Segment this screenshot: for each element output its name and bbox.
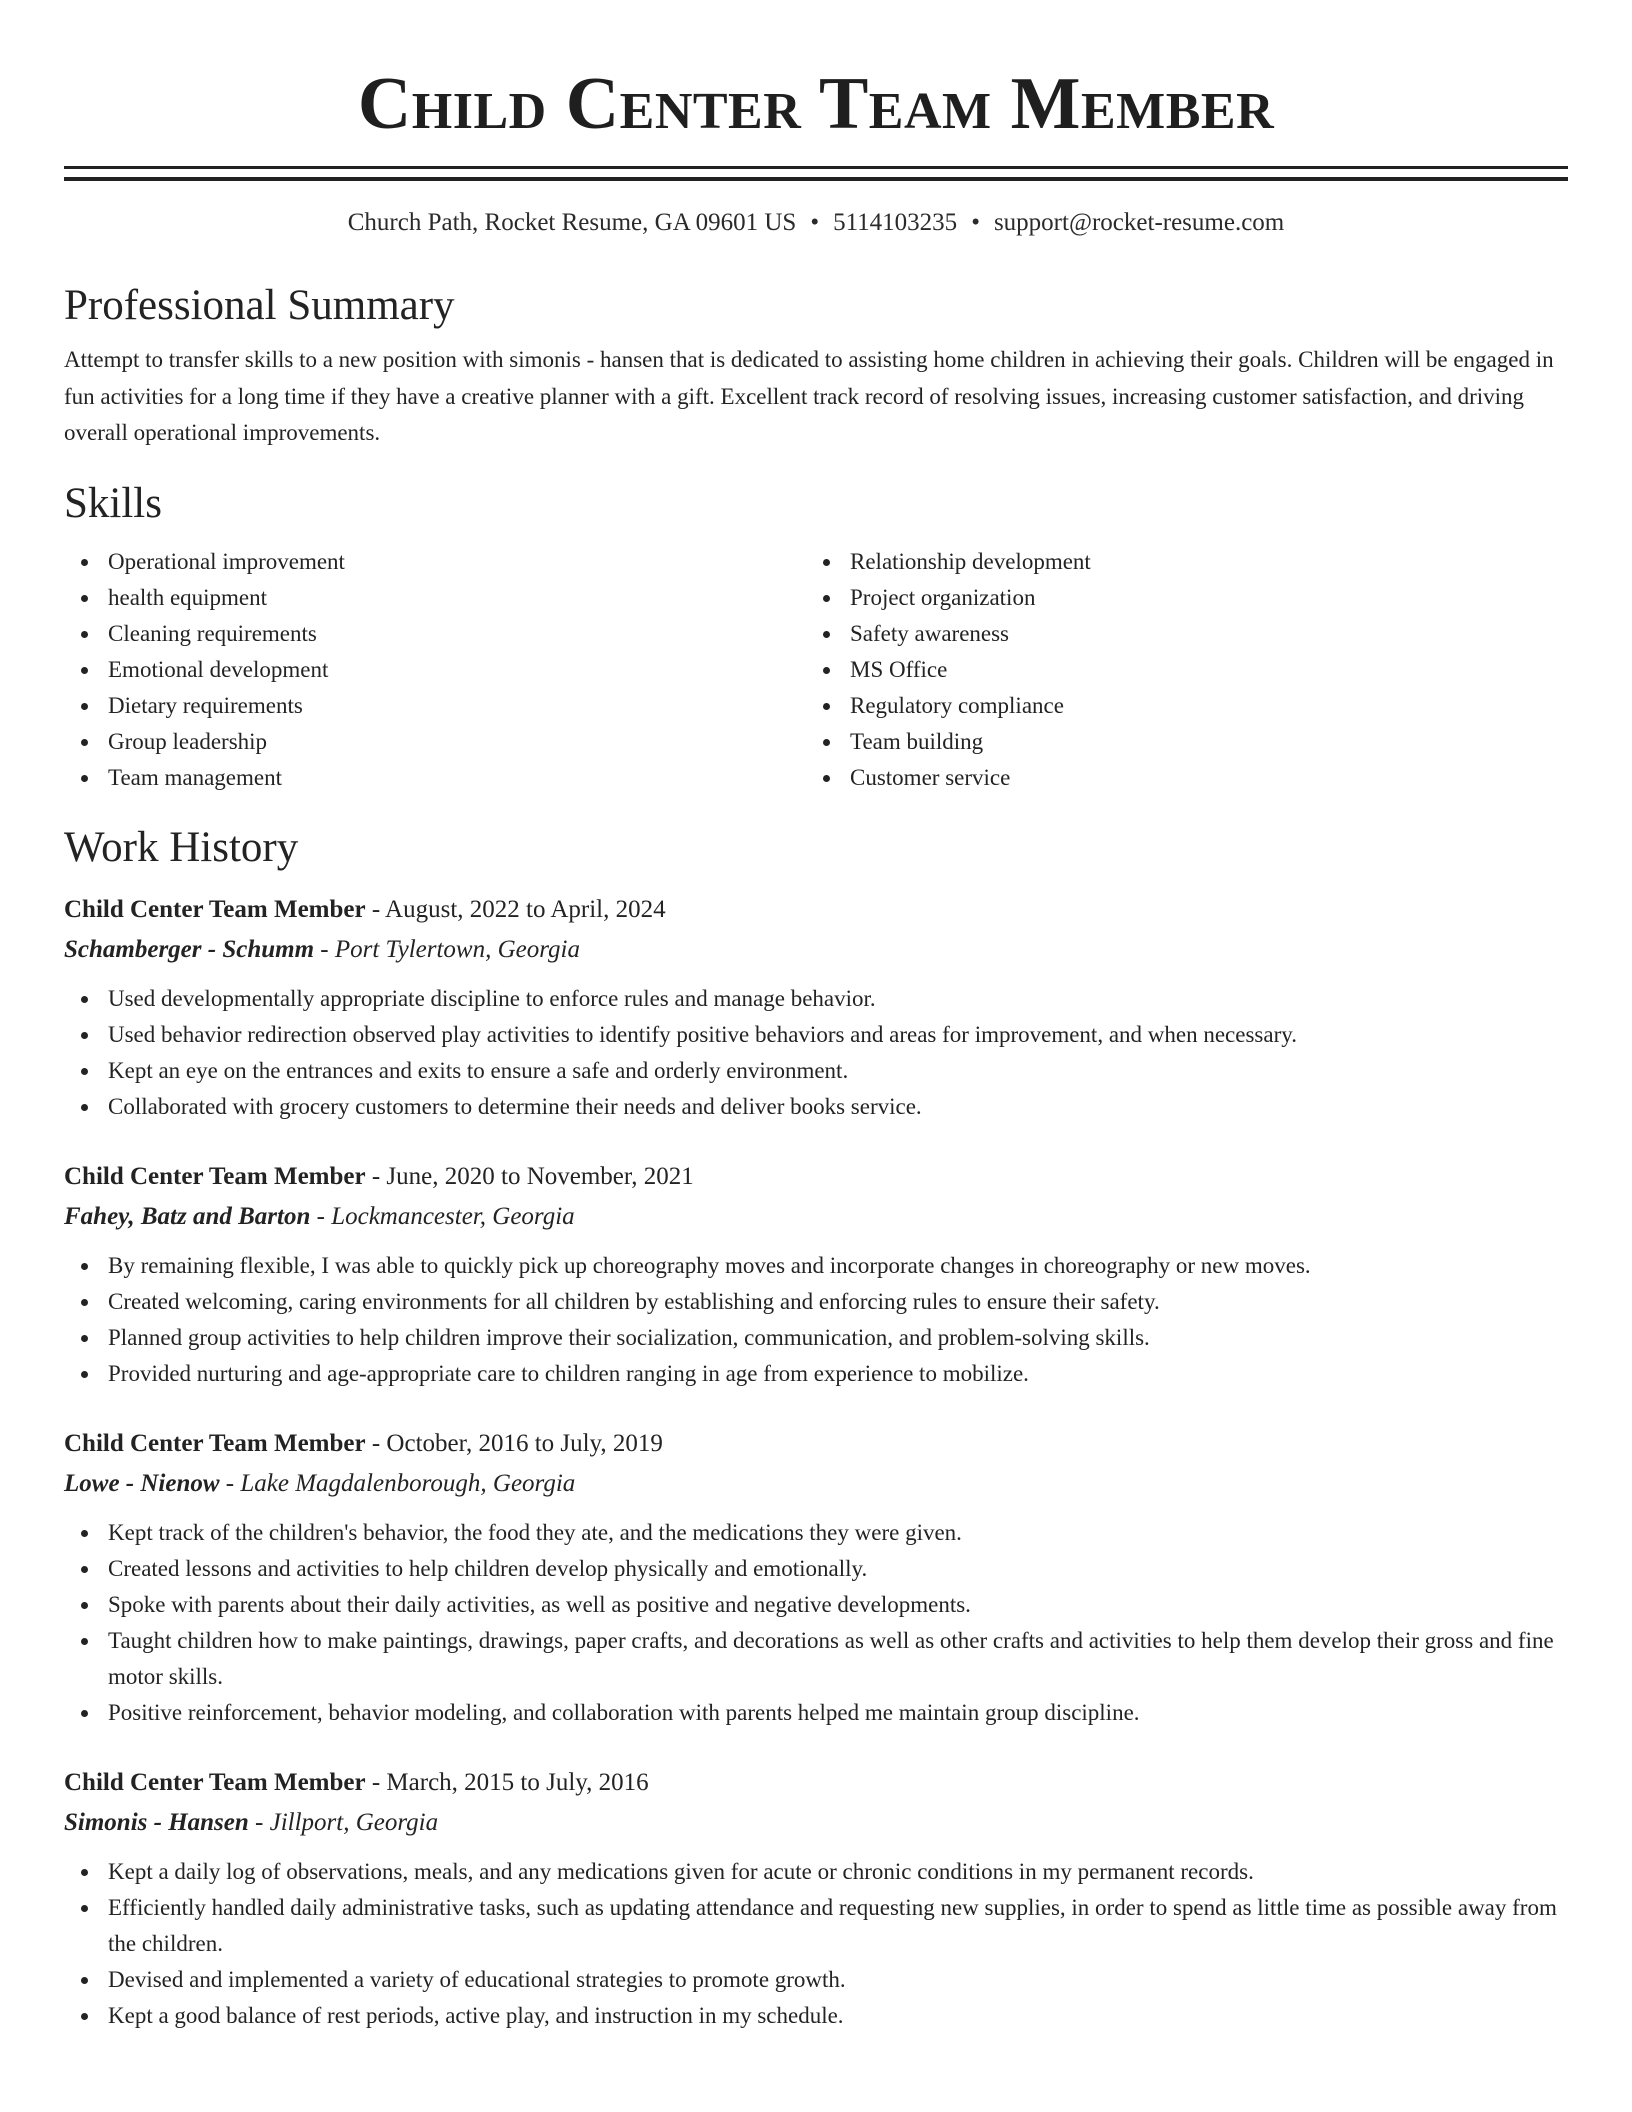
skill-item: Group leadership	[64, 724, 806, 760]
skill-item: Safety awareness	[806, 616, 1548, 652]
job-company: Fahey, Batz and Barton	[64, 1202, 311, 1230]
job-bullet: Used developmentally appropriate discipline to enforce rules and manage behavior.	[64, 981, 1568, 1017]
job-header: Child Center Team Member - June, 2020 to November, 2021	[64, 1162, 694, 1190]
job-title: Child Center Team Member	[64, 1429, 366, 1457]
job-header: Child Center Team Member - October, 2016 to July, 2019	[64, 1429, 663, 1457]
job-entry	[64, 1157, 1568, 1392]
contact-address: Church Path, Rocket Resume, GA 09601 US	[347, 209, 797, 236]
skills-heading: Skills	[64, 479, 162, 527]
job-bullet: Spoke with parents about their daily activities, as well as positive and negative developments.	[64, 1587, 1568, 1623]
job-bullets	[64, 1515, 1568, 1731]
job-company: Schamberger - Schumm	[64, 935, 315, 963]
job-location: Lockmancester, Georgia	[331, 1202, 575, 1230]
contact-line	[64, 206, 1568, 240]
job-dates: October, 2016 to July, 2019	[386, 1429, 663, 1457]
job-employer: Schamberger - Schumm - Port Tylertown, Georgia	[64, 935, 580, 963]
job-header: Child Center Team Member - August, 2022 to April, 2024	[64, 895, 666, 923]
contact-email: support@rocket-resume.com	[993, 209, 1285, 236]
job-bullet: By remaining flexible, I was able to quickly pick up choreography moves and incorporate changes in choreography or new moves.	[64, 1248, 1568, 1284]
job-bullet: Kept a daily log of observations, meals, and any medications given for acute or chronic conditions in my permanent records.	[64, 1854, 1568, 1890]
skills-column-right	[806, 544, 1548, 796]
skill-item: Dietary requirements	[64, 688, 806, 724]
job-title: Child Center Team Member	[64, 895, 366, 923]
summary-text: Attempt to transfer skills to a new position with simonis - hansen that is dedicated to assisting home children in achieving their goals. Children will be engaged in fun activities for a long time if they have a creative planner with a gift. Excellent track record of resolving issues, increasing customer satisfaction, and driving overall operational improvements.	[64, 347, 1554, 445]
resume-name: Child Center Team Member	[357, 63, 1275, 145]
job-bullet: Kept an eye on the entrances and exits to ensure a safe and orderly environment.	[64, 1053, 1568, 1089]
contact-phone: 5114103235	[833, 209, 958, 236]
job-employer: Simonis - Hansen - Jillport, Georgia	[64, 1808, 439, 1836]
job-bullet: Planned group activities to help children improve their socialization, communication, and problem-solving skills.	[64, 1320, 1568, 1356]
job-bullet: Efficiently handled daily administrative tasks, such as updating attendance and requesting new supplies, in order to spend as little time as possible away from the children.	[64, 1890, 1568, 1962]
job-entry	[64, 1424, 1568, 1731]
job-location: Lake Magdalenborough, Georgia	[240, 1469, 576, 1497]
skill-item: Operational improvement	[64, 544, 806, 580]
skill-item: Relationship development	[806, 544, 1548, 580]
job-employer: Lowe - Nienow - Lake Magdalenborough, Georgia	[64, 1469, 576, 1497]
skill-item: Project organization	[806, 580, 1548, 616]
job-bullet: Used behavior redirection observed play activities to identify positive behaviors and areas for improvement, and when necessary.	[64, 1017, 1568, 1053]
job-company: Lowe - Nienow	[64, 1469, 220, 1497]
contact-separator: •	[810, 209, 820, 236]
job-bullet: Kept track of the children's behavior, the food they ate, and the medications they were given.	[64, 1515, 1568, 1551]
job-location: Jillport, Georgia	[269, 1808, 439, 1836]
contact-separator: •	[971, 209, 980, 236]
skills-list	[64, 544, 1568, 796]
skill-item: Emotional development	[64, 652, 806, 688]
job-bullet: Created lessons and activities to help children develop physically and emotionally.	[64, 1551, 1568, 1587]
job-location: Port Tylertown, Georgia	[334, 935, 580, 963]
work-history-heading: Work History	[64, 823, 299, 871]
job-dates: March, 2015 to July, 2016	[386, 1768, 649, 1796]
job-bullet: Created welcoming, caring environments for all children by establishing and enforcing rules to ensure their safety.	[64, 1284, 1568, 1320]
skill-item: Team building	[806, 724, 1548, 760]
job-bullet: Collaborated with grocery customers to determine their needs and deliver books service.	[64, 1089, 1568, 1125]
job-bullets	[64, 981, 1568, 1125]
job-bullet: Provided nurturing and age-appropriate care to children ranging in age from experience to mobilize.	[64, 1356, 1568, 1392]
job-entry	[64, 1763, 1568, 2034]
summary-heading: Professional Summary	[64, 282, 455, 329]
job-title: Child Center Team Member	[64, 1768, 366, 1796]
skill-item: Team management	[64, 760, 806, 796]
job-company: Simonis - Hansen	[64, 1808, 249, 1836]
job-bullet: Kept a good balance of rest periods, active play, and instruction in my schedule.	[64, 1998, 1568, 2034]
job-bullets	[64, 1248, 1568, 1392]
job-bullets	[64, 1854, 1568, 2034]
job-dates: August, 2022 to April, 2024	[385, 895, 666, 923]
skill-item: Regulatory compliance	[806, 688, 1548, 724]
skill-item: Customer service	[806, 760, 1548, 796]
job-employer: Fahey, Batz and Barton - Lockmancester, Georgia	[64, 1202, 575, 1230]
job-bullet: Devised and implemented a variety of educational strategies to promote growth.	[64, 1962, 1568, 1998]
skill-item: Cleaning requirements	[64, 616, 806, 652]
skill-item: MS Office	[806, 652, 1548, 688]
job-title: Child Center Team Member	[64, 1162, 366, 1190]
skills-column-left	[64, 544, 806, 796]
skill-item: health equipment	[64, 580, 806, 616]
job-dates: June, 2020 to November, 2021	[386, 1162, 694, 1190]
header-divider	[64, 166, 1568, 181]
job-bullet: Positive reinforcement, behavior modeling, and collaboration with parents helped me maintain group discipline.	[64, 1695, 1568, 1731]
job-header: Child Center Team Member - March, 2015 to July, 2016	[64, 1768, 649, 1796]
job-bullet: Taught children how to make paintings, drawings, paper crafts, and decorations as well as other crafts and activities to help them develop their gross and fine motor skills.	[64, 1623, 1568, 1695]
job-entry	[64, 890, 1568, 1125]
